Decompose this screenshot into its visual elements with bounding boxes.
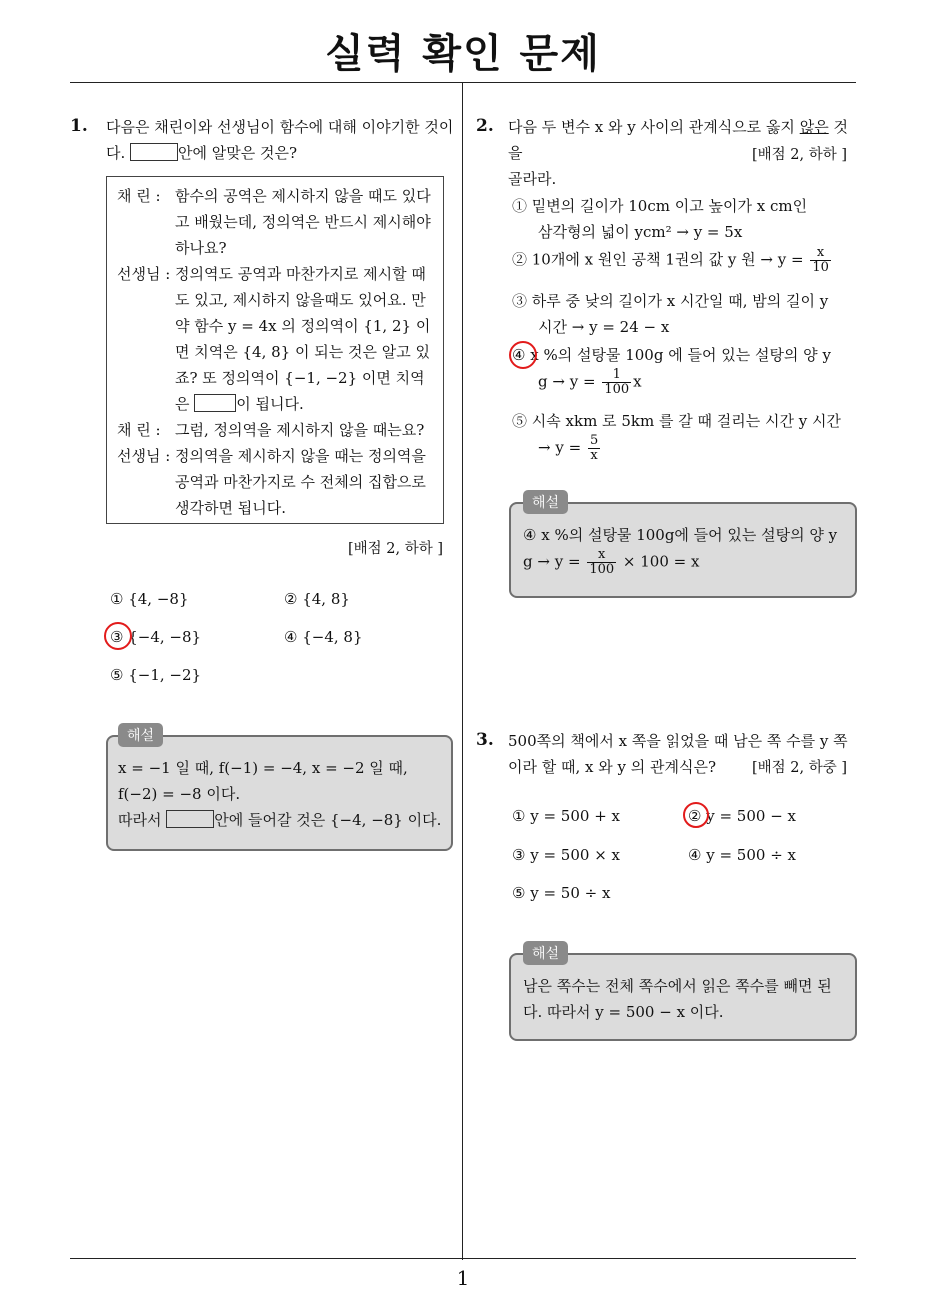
- q1-stem-line2: 다. 안에 알맞은 것은?: [106, 144, 298, 162]
- answer-blank-box: [194, 394, 236, 412]
- q3-score: [배점 2, 하중 ]: [752, 760, 848, 776]
- q3-option-4[interactable]: ④ y = 500 ÷ x: [688, 846, 796, 864]
- q3-option-5[interactable]: ⑤ y = 50 ÷ x: [512, 884, 611, 902]
- emphasis-underline: 않은: [799, 118, 829, 136]
- fraction: $\frac{1}{100}$: [604, 367, 630, 397]
- q3-number: 3.: [476, 730, 494, 750]
- answer-mark-circle: [683, 802, 709, 828]
- q1-dialogue-box: [106, 176, 444, 524]
- q3-stem: 500쪽의 책에서 x 쪽을 읽었을 때 남은 쪽 수를 y 쪽 이라 할 때, x 와 y 의 관계식은?: [508, 732, 848, 776]
- q1-score: [배점 2, 하하 ]: [348, 541, 444, 557]
- column-divider: [462, 82, 463, 1260]
- page-title: 실력 확인 문제: [325, 31, 601, 77]
- bottom-rule: [70, 1258, 856, 1259]
- dialogue-line-4: [117, 443, 435, 521]
- q1-option-4[interactable]: ④ {−4, 8}: [284, 628, 363, 646]
- q1-stem-line1: 다음은 채린이와 선생님이 함수에 대해 이야기한 것이: [106, 118, 454, 136]
- q3-option-2[interactable]: ② y = 500 − x: [688, 807, 796, 825]
- q2-option-1[interactable]: ① 밑변의 길이가 10cm 이고 높이가 x cm인 삼각형의 넓이 ycm² → y = 5x: [512, 197, 808, 241]
- fraction: $\frac{5}{x}$: [589, 433, 599, 463]
- page-number: 1: [456, 1266, 470, 1290]
- dialogue-line-1: [117, 183, 435, 261]
- dialogue-line-2: [117, 261, 435, 417]
- q1-solution-box: [106, 735, 453, 851]
- dialogue-text: 함수의 공역은 제시하지 않을 때도 있다고 배웠는데, 정의역은 반드시 제시해야 하나요?: [175, 187, 431, 257]
- answer-mark-circle: [509, 341, 537, 369]
- q1-option-2[interactable]: ② {4, 8}: [284, 590, 350, 608]
- q1-solution-text: x = −1 일 때, f(−1) = −4, x = −2 일 때, f(−2) = −8 이다. 따라서 안에 들어갈 것은 {−4, −8} 이다.: [118, 759, 442, 829]
- q3-option-1[interactable]: ① y = 500 + x: [512, 807, 620, 825]
- q2-option-2[interactable]: ② 10개에 x 원인 공책 1권의 값 y 원 → y = $\frac{x}{10}$: [512, 245, 829, 275]
- dialogue-speaker: 선생님 :: [117, 447, 171, 465]
- q2-option-3[interactable]: ③ 하루 중 낮의 길이가 x 시간일 때, 밤의 길이 y 시간 → y = 24 − x: [512, 292, 829, 336]
- q2-option-5[interactable]: ⑤ 시속 xkm 로 5km 를 갈 때 걸리는 시간 y 시간 → y = $\frac{5}{x}$: [512, 412, 841, 463]
- dialogue-text: 정의역도 공역과 마찬가지로 제시할 때도 있고, 제시하지 않을때도 있어요. 만약 함수 y = 4x 의 정의역이 {1, 2} 이면 치역은 {4, 8} 이 되는 것은 알고 있죠? 또 정의역이 {−1, −2} 이면 치역은 이 됩니다.: [175, 265, 431, 413]
- q1-option-1[interactable]: ① {4, −8}: [110, 590, 189, 608]
- q3-solution-box: [509, 953, 857, 1041]
- q2-stem: 다음 두 변수 x 와 y 사이의 관계식으로 옳지 않은 것을 골라라.: [508, 118, 848, 188]
- q2-solution-text: ④ x %의 설탕물 100g에 들어 있는 설탕의 양 y g → y = $\frac{x}{100}$ × 100 = x: [523, 526, 838, 577]
- q3-option-3[interactable]: ③ y = 500 × x: [512, 846, 620, 864]
- q2-solution-box: [509, 502, 857, 598]
- q2-option-4[interactable]: ④ x %의 설탕물 100g 에 들어 있는 설탕의 양 y g → y = $\frac{1}{100}$ x: [512, 346, 831, 397]
- q3-solution-tag: 해설: [523, 941, 568, 965]
- q2-score: [배점 2, 하하 ]: [752, 147, 848, 163]
- answer-blank-box: [130, 143, 178, 161]
- dialogue-speaker: 채 린 :: [117, 187, 161, 205]
- q2-number: 2.: [476, 116, 494, 136]
- dialogue-speaker: 선생님 :: [117, 265, 171, 283]
- dialogue-speaker: 채 린 :: [117, 421, 161, 439]
- answer-mark-circle: [104, 622, 132, 650]
- q1-number: 1.: [70, 116, 88, 136]
- q3-solution-text: 남은 쪽수는 전체 쪽수에서 읽은 쪽수를 빼면 된 다. 따라서 y = 500 − x 이다.: [523, 977, 832, 1021]
- top-rule: [70, 82, 856, 83]
- q1-stem: [106, 114, 456, 166]
- q1-option-3[interactable]: ③ {−4, −8}: [110, 628, 202, 646]
- dialogue-text: 그럼, 정의역을 제시하지 않을 때는요?: [175, 421, 425, 439]
- q1-option-5[interactable]: ⑤ {−1, −2}: [110, 666, 202, 684]
- fraction: $\frac{x}{100}$: [589, 547, 615, 577]
- q2-solution-tag: 해설: [523, 490, 568, 514]
- fraction: $\frac{x}{10}$: [812, 245, 829, 275]
- dialogue-line-3: [117, 417, 435, 443]
- dialogue-text: 정의역을 제시하지 않을 때는 정의역을 공역과 마찬가지로 수 전체의 집합으로 생각하면 됩니다.: [175, 447, 426, 517]
- q1-solution-tag: 해설: [118, 723, 163, 747]
- answer-blank-box: [166, 810, 214, 828]
